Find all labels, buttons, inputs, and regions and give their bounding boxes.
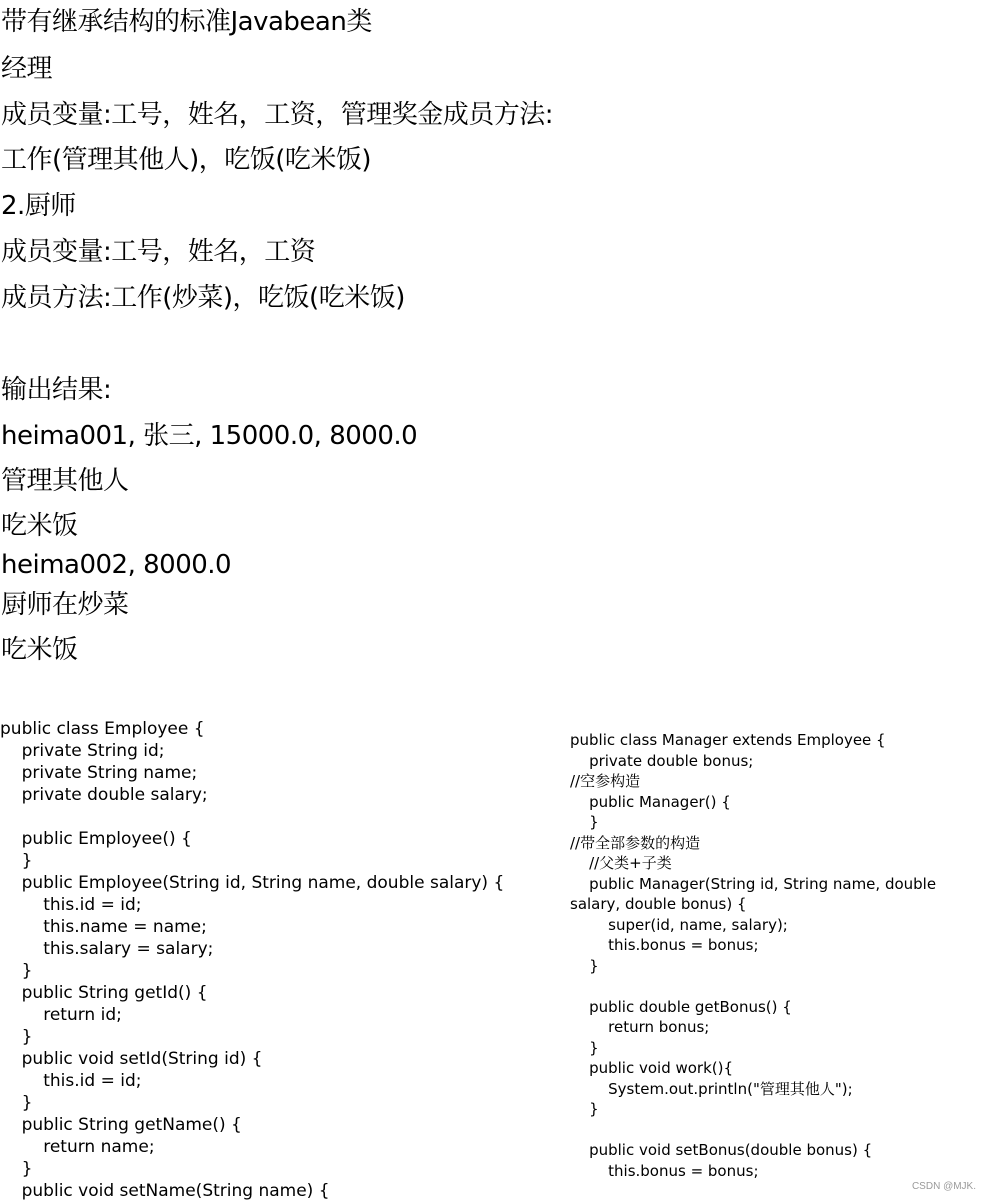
code-line: private double bonus; bbox=[570, 751, 754, 770]
code-line: } bbox=[0, 961, 33, 981]
output-heading: 输出结果: bbox=[1, 375, 112, 405]
code-line: public class Employee { bbox=[0, 719, 205, 739]
code-line: this.salary = salary; bbox=[0, 939, 214, 959]
code-line: //空参构造 bbox=[570, 772, 641, 790]
code-line: public Employee() { bbox=[0, 829, 192, 849]
code-line: return name; bbox=[0, 1137, 155, 1157]
code-line: } bbox=[570, 1038, 599, 1057]
output-line: heima002, 8000.0 bbox=[1, 550, 232, 580]
code-line: } bbox=[0, 1027, 33, 1047]
code-line: private double salary; bbox=[0, 785, 208, 805]
code-line bbox=[570, 976, 936, 997]
code-line: return id; bbox=[0, 1005, 122, 1025]
output-line: 吃米饭 bbox=[1, 511, 78, 541]
intro-line: 成员变量:工号，姓名，工资，管理奖金成员方法: bbox=[1, 100, 554, 130]
code-line: } bbox=[570, 1100, 599, 1118]
code-line: return bonus; bbox=[570, 1018, 710, 1036]
code-line: this.id = id; bbox=[0, 1071, 142, 1091]
intro-line: 经理 bbox=[1, 54, 53, 84]
output-line: 厨师在炒菜 bbox=[1, 590, 129, 620]
code-line: } bbox=[0, 1159, 33, 1179]
code-line: public void setBonus(double bonus) { bbox=[570, 1141, 873, 1159]
code-line: } bbox=[0, 1093, 33, 1113]
code-line: public void setName(String name) { bbox=[0, 1181, 330, 1201]
code-line: public Manager() { bbox=[570, 792, 731, 811]
code-line bbox=[570, 1120, 936, 1141]
employee-code-block bbox=[0, 718, 504, 1202]
code-line: //父类+子类 bbox=[570, 854, 672, 872]
intro-line: 成员方法:工作(炒菜)，吃饭(吃米饭) bbox=[1, 283, 405, 313]
code-line: this.id = id; bbox=[0, 895, 142, 915]
output-line: 管理其他人 bbox=[1, 466, 129, 496]
code-line: public Manager(String id, String name, double bbox=[570, 874, 937, 893]
intro-line: 工作(管理其他人)，吃饭(吃米饭) bbox=[1, 145, 372, 175]
code-line: } bbox=[0, 851, 33, 871]
manager-code-block bbox=[570, 730, 936, 1181]
code-line: this.bonus = bonus; bbox=[570, 936, 759, 954]
watermark: CSDN @MJK. bbox=[911, 1181, 976, 1192]
code-line: public double getBonus() { bbox=[570, 997, 792, 1016]
code-line: } bbox=[570, 813, 599, 831]
output-line: 吃米饭 bbox=[1, 635, 78, 665]
code-line: } bbox=[570, 956, 599, 975]
intro-title: 带有继承结构的标准Javabean类 bbox=[1, 7, 372, 37]
code-line bbox=[0, 806, 504, 828]
code-line: super(id, name, salary); bbox=[570, 915, 788, 934]
code-line: System.out.println("管理其他人"); bbox=[570, 1079, 853, 1098]
code-line: public class Manager extends Employee { bbox=[570, 731, 886, 749]
code-line: public void work(){ bbox=[570, 1059, 734, 1077]
intro-line: 2.厨师 bbox=[1, 191, 76, 221]
code-line: //带全部参数的构造 bbox=[570, 833, 701, 852]
code-line: public String getId() { bbox=[0, 983, 208, 1003]
code-line: public Employee(String id, String name, double salary) { bbox=[0, 873, 505, 893]
code-line: public void setId(String id) { bbox=[0, 1049, 263, 1069]
intro-line: 成员变量:工号，姓名，工资 bbox=[1, 237, 316, 267]
code-line: private String id; bbox=[0, 741, 165, 761]
code-line: this.bonus = bonus; bbox=[570, 1161, 759, 1180]
code-line: public String getName() { bbox=[0, 1115, 242, 1135]
code-line: salary, double bonus) { bbox=[570, 895, 747, 913]
code-line: this.name = name; bbox=[0, 917, 207, 937]
code-line: private String name; bbox=[0, 763, 198, 783]
output-line: heima001, 张三, 15000.0, 8000.0 bbox=[1, 421, 418, 451]
